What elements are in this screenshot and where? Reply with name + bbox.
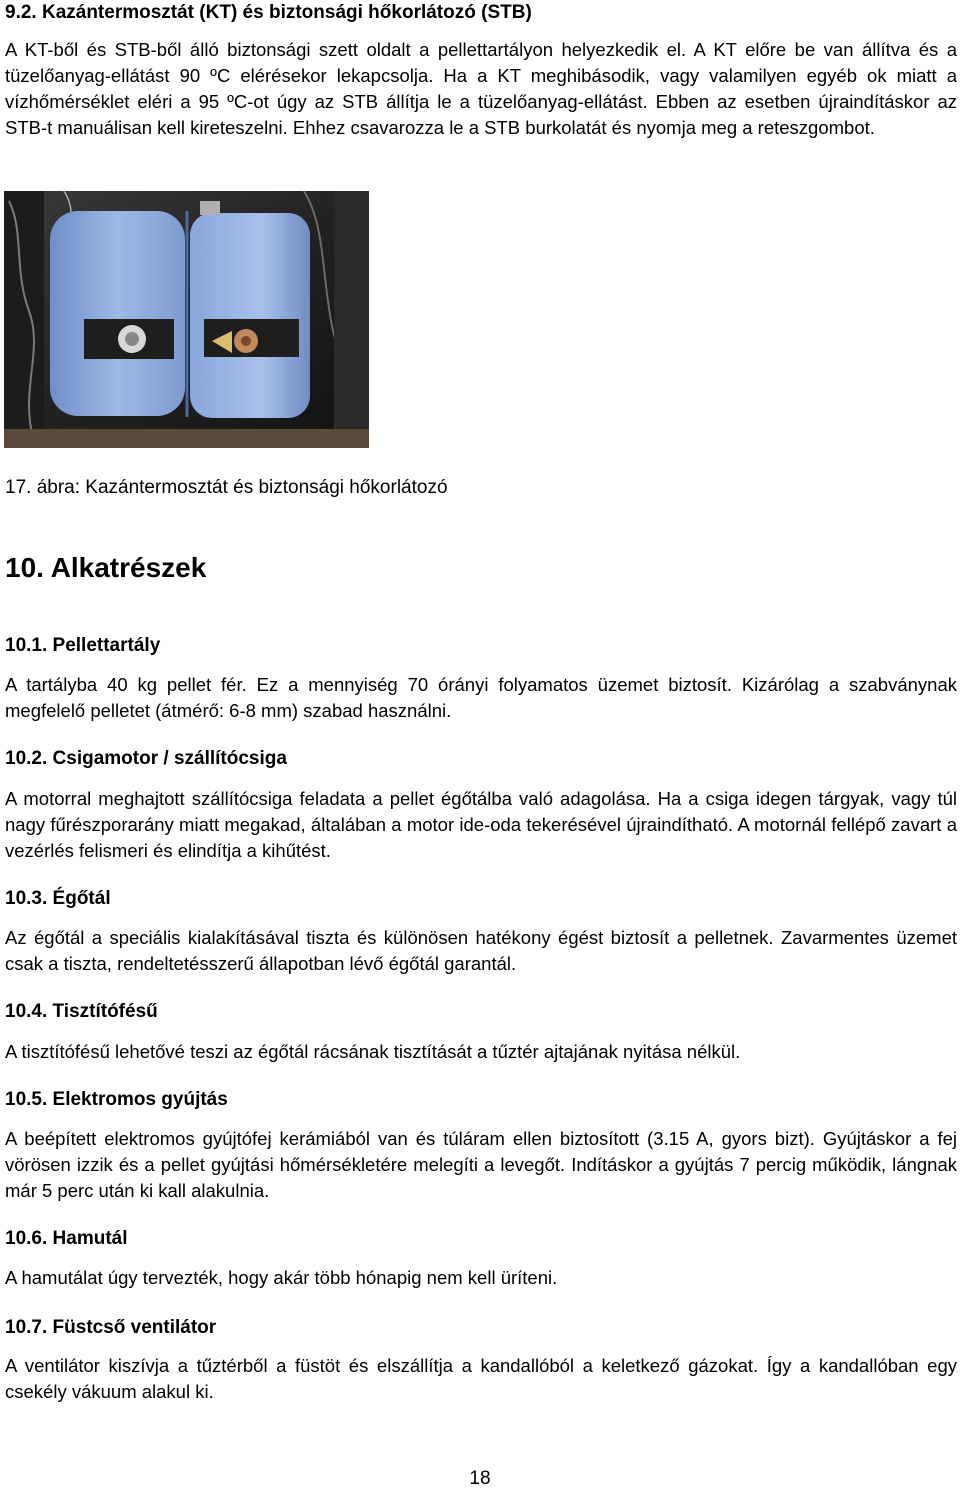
section-10-7-heading: 10.7. Füstcső ventilátor <box>5 1317 217 1338</box>
chapter-10-heading: 10. Alkatrészek <box>5 552 207 583</box>
section-10-2-paragraph: A motorral meghajtott szállítócsiga feladata a pellet égőtálba való adagolása. Ha a csiga idegen tárgyak, vagy túl nagy fűrészporarány miatt megakad, általában a motor ide-oda tekerésével újraindítható. A motornál fellépő zavart a vezérlés felismeri és elindítja a kihűtést. <box>5 788 957 861</box>
section-10-5-heading: 10.5. Elektromos gyújtás <box>5 1089 228 1110</box>
figure-caption: 17. ábra: Kazántermosztát és biztonsági hőkorlátozó <box>5 477 448 498</box>
section-10-7-paragraph: A ventilátor kiszívja a tűztérből a füstöt és elszállítja a kandallóból a keletkező gázokat. Így a kandallóban egy csekély vákuum alakul ki. <box>5 1355 957 1402</box>
section-9-2-paragraph: A KT-ből és STB-ből álló biztonsági szett oldalt a pellettartályon helyezkedik el. A KT előre be van állítva és a tüzelőanyag-ellátást 90 ºC elérésekor lekapcsolja. Ha a KT meghibásodik, vagy valamilyen egyéb ok miatt a vízhőmérséklet eléri a 95 ºC-ot úgy az STB állítja le a tüzelőanyag-ellátást. Ebben az esetben újraindításkor az STB-t manuálisan kell kireteszelni. Ehhez csavarozza le a STB burkolatát és nyomja meg a reteszgombot. <box>5 39 957 138</box>
section-10-1-heading: 10.1. Pellettartály <box>5 635 161 656</box>
section-10-4-paragraph: A tisztítófésű lehetővé teszi az égőtál rácsának tisztítását a tűztér ajtajának nyitása nélkül. <box>5 1041 741 1062</box>
section-10-3-heading: 10.3. Égőtál <box>5 888 111 909</box>
section-10-2-heading: 10.2. Csigamotor / szállítócsiga <box>5 748 287 769</box>
thermostat-photo <box>4 191 369 448</box>
section-10-4-heading: 10.4. Tisztítófésű <box>5 1001 158 1022</box>
section-10-1-paragraph: A tartályba 40 kg pellet fér. Ez a mennyiség 70 órányi folyamatos üzemet biztosít. Kizárólag a szabványnak megfelelő pelletet (átmérő: 6-8 mm) szabad használni. <box>5 674 957 721</box>
section-10-6-paragraph: A hamutálat úgy tervezték, hogy akár több hónapig nem kell üríteni. <box>5 1267 558 1288</box>
section-10-5-paragraph: A beépített elektromos gyújtófej kerámiából van és túláram ellen biztosított (3.15 A, gyors bizt). Gyújtáskor a fej vörösen izzik és a pellet gyújtási hőmérsékletére melegíti a levegőt. Indításkor a gyújtás 7 percig működik, lángnak már 5 perc után ki kall alakulnia. <box>5 1128 957 1201</box>
section-10-6-heading: 10.6. Hamutál <box>5 1228 128 1249</box>
section-10-3-paragraph: Az égőtál a speciális kialakításával tiszta és különösen hatékony égést biztosít a pelletnek. Zavarmentes üzemet csak a tiszta, rendeltetésszerű állapotban lévő égőtál garantál. <box>5 927 957 974</box>
section-9-2-heading: 9.2. Kazántermosztát (KT) és biztonsági hőkorlátozó (STB) <box>5 2 532 23</box>
photo-thermostat-stb-icon <box>4 191 369 448</box>
page-number: 18 <box>469 1468 491 1489</box>
